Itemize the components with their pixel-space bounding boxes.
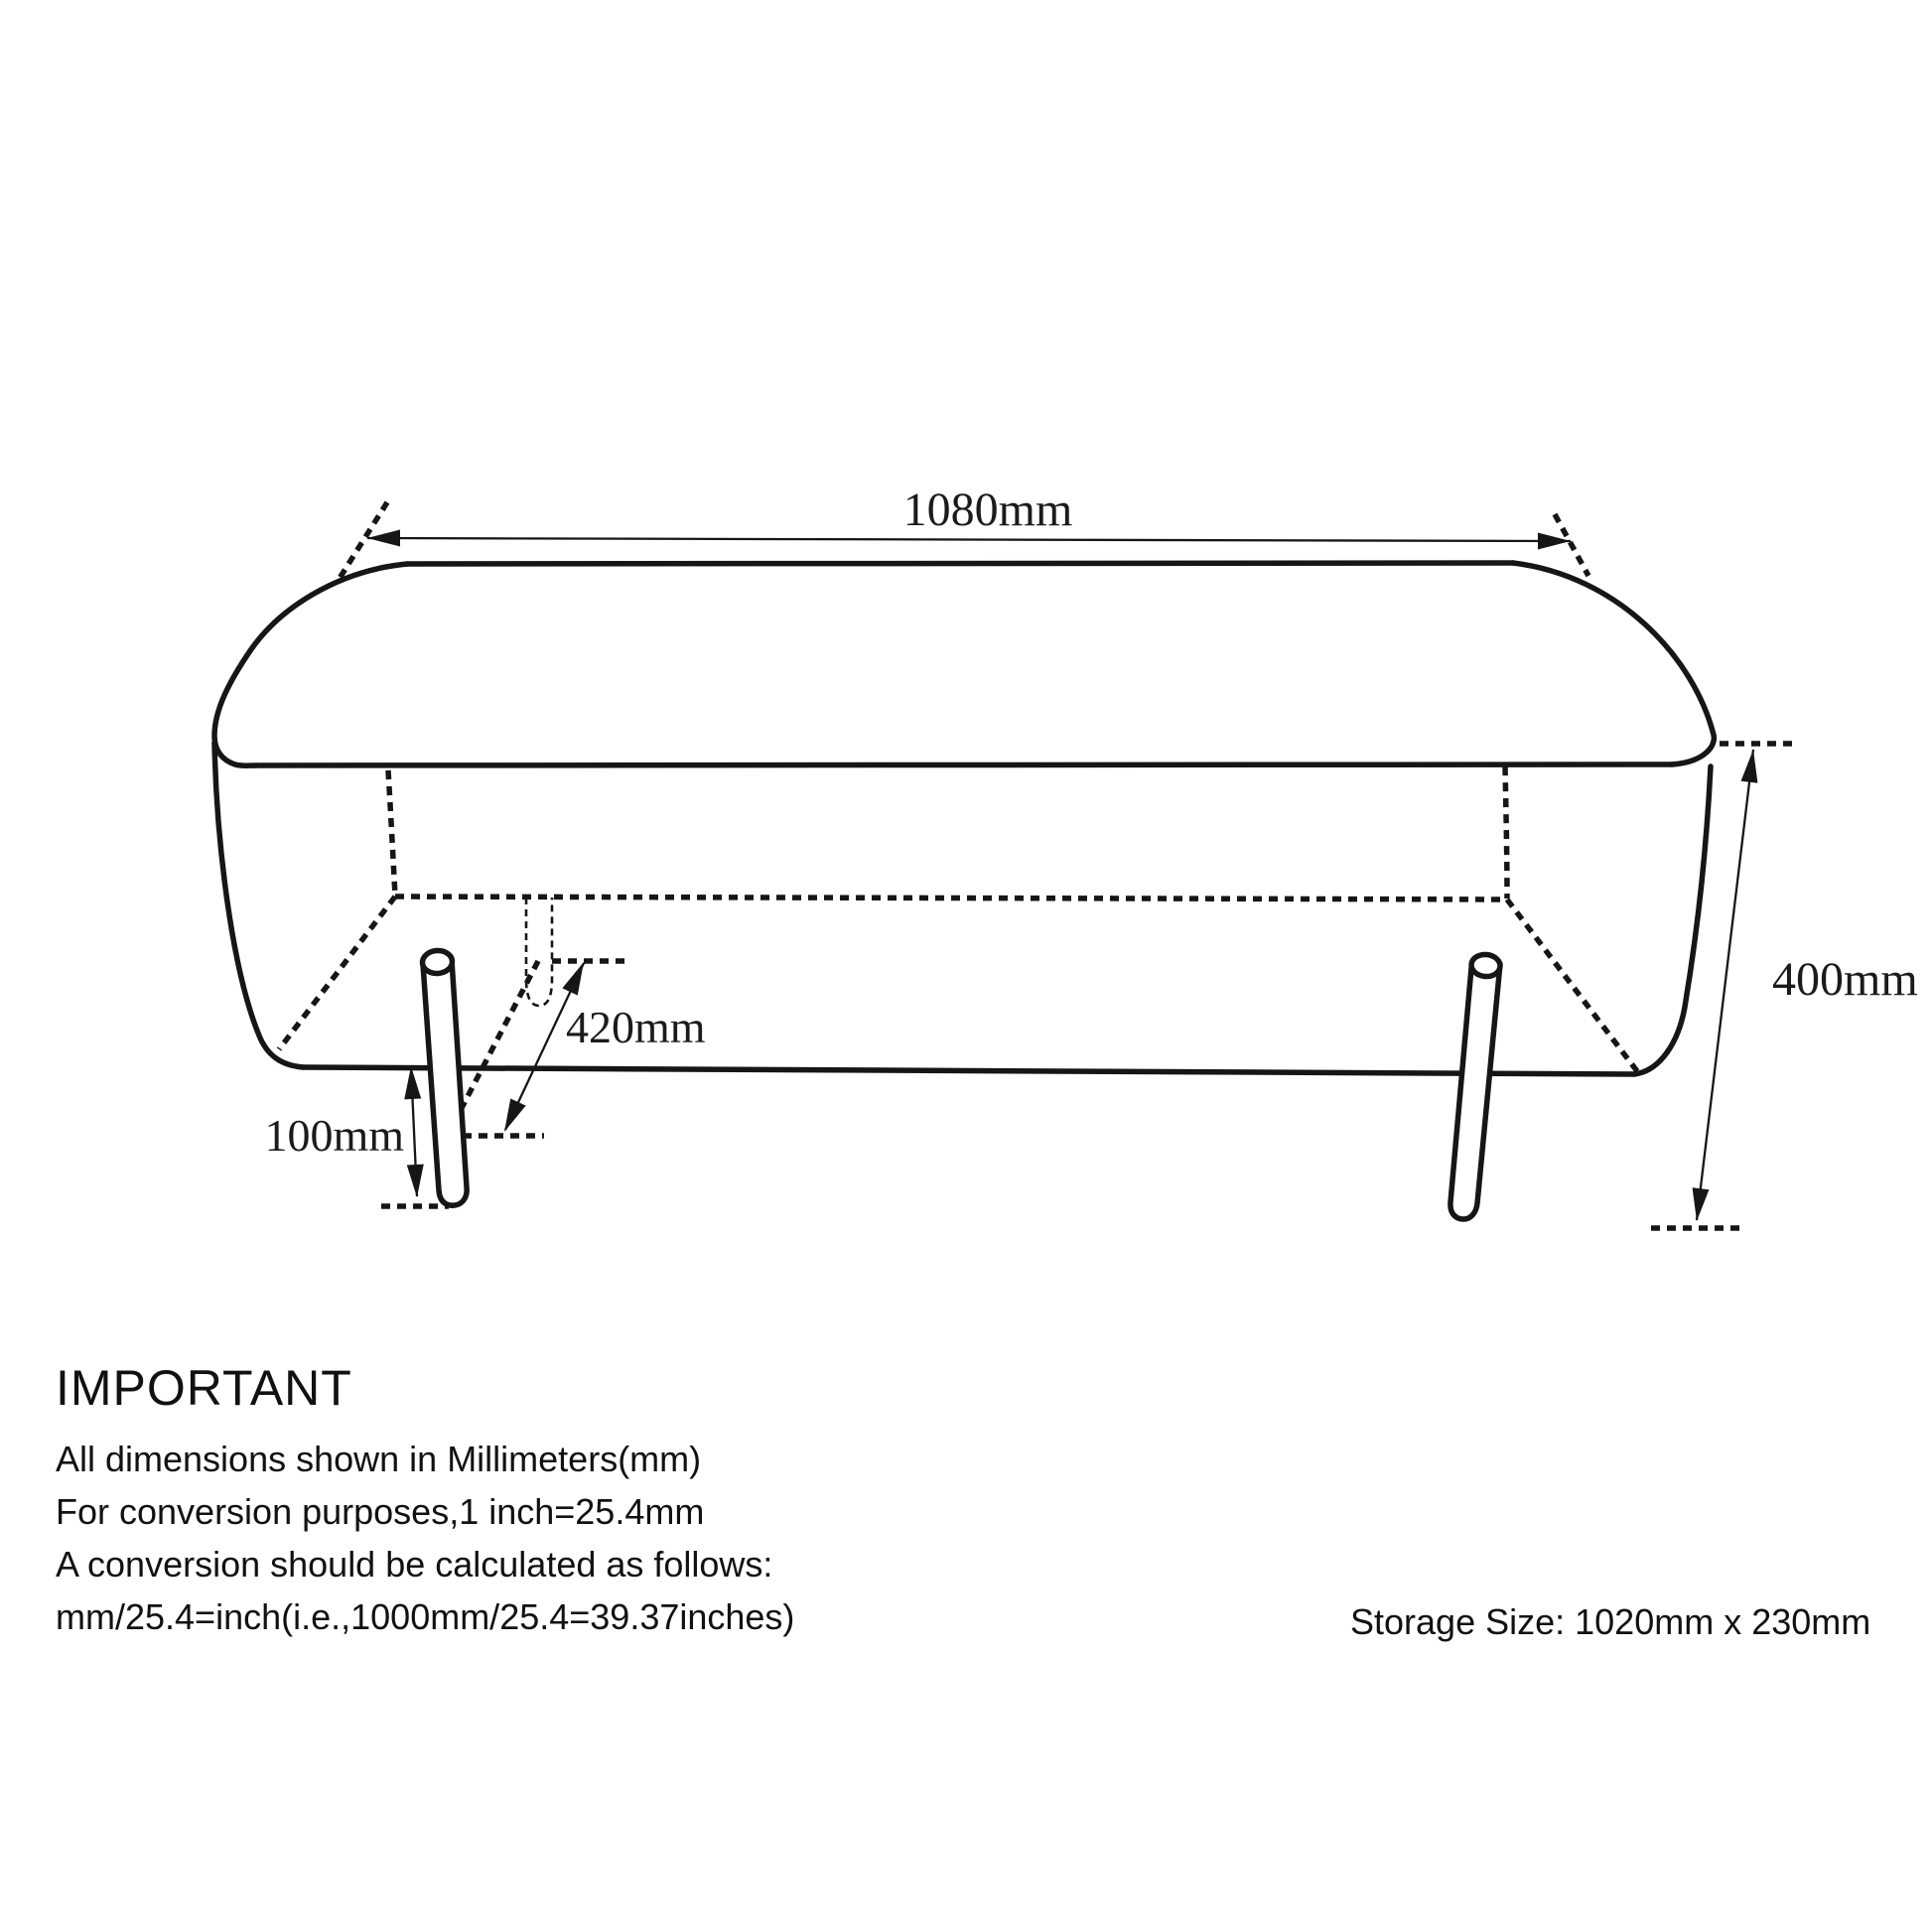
storage-size-label: Storage Size: 1020mm x 230mm xyxy=(1350,1601,1871,1642)
notes-block xyxy=(56,1360,794,1637)
dim-width-tick-right xyxy=(1555,514,1588,576)
hidden-leg-socket xyxy=(526,897,552,1006)
note-line: All dimensions shown in Millimeters(mm) xyxy=(56,1439,702,1479)
seat-right-corner xyxy=(1513,563,1714,764)
body-bottom-edge xyxy=(303,1067,1634,1074)
arrow-up-icon xyxy=(1741,749,1762,783)
dim-leg-length xyxy=(463,958,706,1136)
note-line: For conversion purposes,1 inch=25.4mm xyxy=(56,1491,705,1532)
leg-front-left xyxy=(422,949,467,1205)
dim-width-line xyxy=(367,538,1571,541)
arrow-down-icon xyxy=(1689,1187,1710,1222)
leg-back-right-top xyxy=(1470,953,1501,977)
hidden-inner-left-vertical xyxy=(388,770,395,896)
hidden-inner-right-vertical xyxy=(1505,766,1507,898)
hidden-edges xyxy=(279,766,1637,1131)
dim-overall-height xyxy=(1651,744,1918,1228)
dim-leg-height-label: 100mm xyxy=(264,1110,404,1161)
arrow-down-icon xyxy=(407,1165,426,1198)
hidden-bottom-right-diagonal xyxy=(1507,899,1637,1071)
arrow-up-right-icon xyxy=(562,958,591,995)
leg-back-right-body xyxy=(1450,964,1500,1219)
dim-height-label: 400mm xyxy=(1772,953,1918,1006)
arrow-down-left-icon xyxy=(496,1098,525,1135)
note-line: mm/25.4=inch(i.e.,1000mm/25.4=39.37inches) xyxy=(56,1596,795,1637)
seat-back-edge xyxy=(407,563,1513,564)
seat-front-edge xyxy=(256,764,1672,765)
arrow-up-icon xyxy=(403,1066,422,1100)
leg-front-left-top xyxy=(422,949,454,974)
dim-leg-height xyxy=(264,1066,449,1206)
notes-heading: IMPORTANT xyxy=(56,1360,352,1416)
body-left-edge xyxy=(214,743,303,1067)
dim-width-label: 1080mm xyxy=(902,483,1073,536)
note-line: A conversion should be calculated as follows: xyxy=(56,1544,773,1585)
hidden-bottom-back-edge xyxy=(395,897,1507,899)
leg-back-right xyxy=(1450,953,1501,1219)
body-right-edge xyxy=(1634,766,1711,1074)
arrow-left-icon xyxy=(367,530,400,547)
dim-leg-length-label: 420mm xyxy=(566,1002,706,1052)
leg-front-left-body xyxy=(423,960,467,1205)
seat-left-corner xyxy=(214,564,407,765)
hidden-bottom-left-diagonal xyxy=(279,897,395,1049)
